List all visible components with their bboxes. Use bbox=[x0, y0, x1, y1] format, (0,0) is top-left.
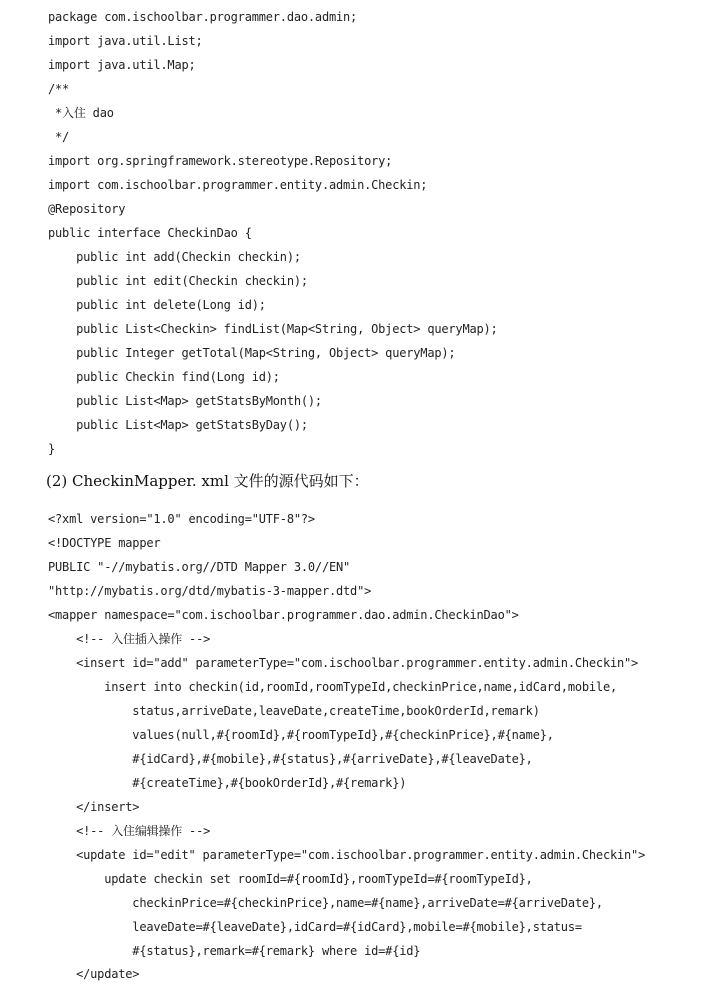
dao-code-line: import com.ischoolbar.programmer.entity.admin.Checkin; bbox=[48, 178, 428, 192]
dao-code-line: *入住 dao bbox=[48, 106, 114, 120]
dao-code-line: } bbox=[48, 442, 56, 456]
dao-code-line: public Checkin find(Long id); bbox=[48, 370, 280, 384]
mapper-code-line: <!-- 入住插入操作 --> bbox=[48, 632, 211, 646]
dao-code-line: public Integer getTotal(Map<String, Object> queryMap); bbox=[48, 346, 456, 360]
mapper-code-line: status,arriveDate,leaveDate,createTime,bookOrderId,remark) bbox=[48, 704, 540, 718]
mapper-code-line: <insert id="add" parameterType="com.ischoolbar.programmer.entity.admin.Checkin"> bbox=[48, 656, 639, 670]
mapper-code-line: <update id="edit" parameterType="com.ischoolbar.programmer.entity.admin.Checkin"> bbox=[48, 848, 646, 862]
dao-code-line: public List<Map> getStatsByMonth(); bbox=[48, 394, 322, 408]
dao-code-line: /** bbox=[48, 82, 70, 96]
dao-code-line: */ bbox=[48, 130, 70, 144]
mapper-code-line: update checkin set roomId=#{roomId},roomTypeId=#{roomTypeId}, bbox=[48, 872, 533, 886]
dao-code-line: public List<Map> getStatsByDay(); bbox=[48, 418, 308, 432]
mapper-code-line: #{createTime},#{bookOrderId},#{remark}) bbox=[48, 776, 407, 790]
dao-code-line: @Repository bbox=[48, 202, 126, 216]
dao-code-line: public interface CheckinDao { bbox=[48, 226, 252, 240]
dao-code-line: import java.util.List; bbox=[48, 34, 203, 48]
dao-code-line: public int add(Checkin checkin); bbox=[48, 250, 301, 264]
mapper-code-line: #{status},remark=#{remark} where id=#{id} bbox=[48, 944, 421, 958]
mapper-code-line: values(null,#{roomId},#{roomTypeId},#{checkinPrice},#{name}, bbox=[48, 728, 554, 742]
dao-code-line: public int edit(Checkin checkin); bbox=[48, 274, 308, 288]
mapper-code-line: insert into checkin(id,roomId,roomTypeId,checkinPrice,name,idCard,mobile, bbox=[48, 680, 617, 694]
mapper-code-line: <!DOCTYPE mapper bbox=[48, 536, 161, 550]
mapper-code-line: </insert> bbox=[48, 800, 140, 814]
mapper-code-line: checkinPrice=#{checkinPrice},name=#{name},arriveDate=#{arriveDate}, bbox=[48, 896, 603, 910]
dao-code-line: import org.springframework.stereotype.Repository; bbox=[48, 154, 393, 168]
dao-code-line: public List<Checkin> findList(Map<String, Object> queryMap); bbox=[48, 322, 498, 336]
dao-code-line: public int delete(Long id); bbox=[48, 298, 266, 312]
mapper-code-line: </update> bbox=[48, 967, 140, 981]
dao-code-line: import java.util.Map; bbox=[48, 58, 196, 72]
mapper-code-line: leaveDate=#{leaveDate},idCard=#{idCard},mobile=#{mobile},status= bbox=[48, 920, 582, 934]
mapper-code-line: <!-- 入住编辑操作 --> bbox=[48, 824, 211, 838]
mapper-code-line: PUBLIC "-//mybatis.org//DTD Mapper 3.0//EN" bbox=[48, 560, 351, 574]
mapper-code-line: <mapper namespace="com.ischoolbar.programmer.dao.admin.CheckinDao"> bbox=[48, 608, 519, 622]
mapper-code-line: "http://mybatis.org/dtd/mybatis-3-mapper.dtd"> bbox=[48, 584, 372, 598]
mapper-code-line: #{idCard},#{mobile},#{status},#{arriveDate},#{leaveDate}, bbox=[48, 752, 533, 766]
mapper-code-line: <?xml version="1.0" encoding="UTF-8"?> bbox=[48, 512, 315, 526]
section-heading: (2) CheckinMapper. xml 文件的源代码如下： bbox=[46, 472, 369, 490]
dao-code-line: package com.ischoolbar.programmer.dao.admin; bbox=[48, 10, 358, 24]
